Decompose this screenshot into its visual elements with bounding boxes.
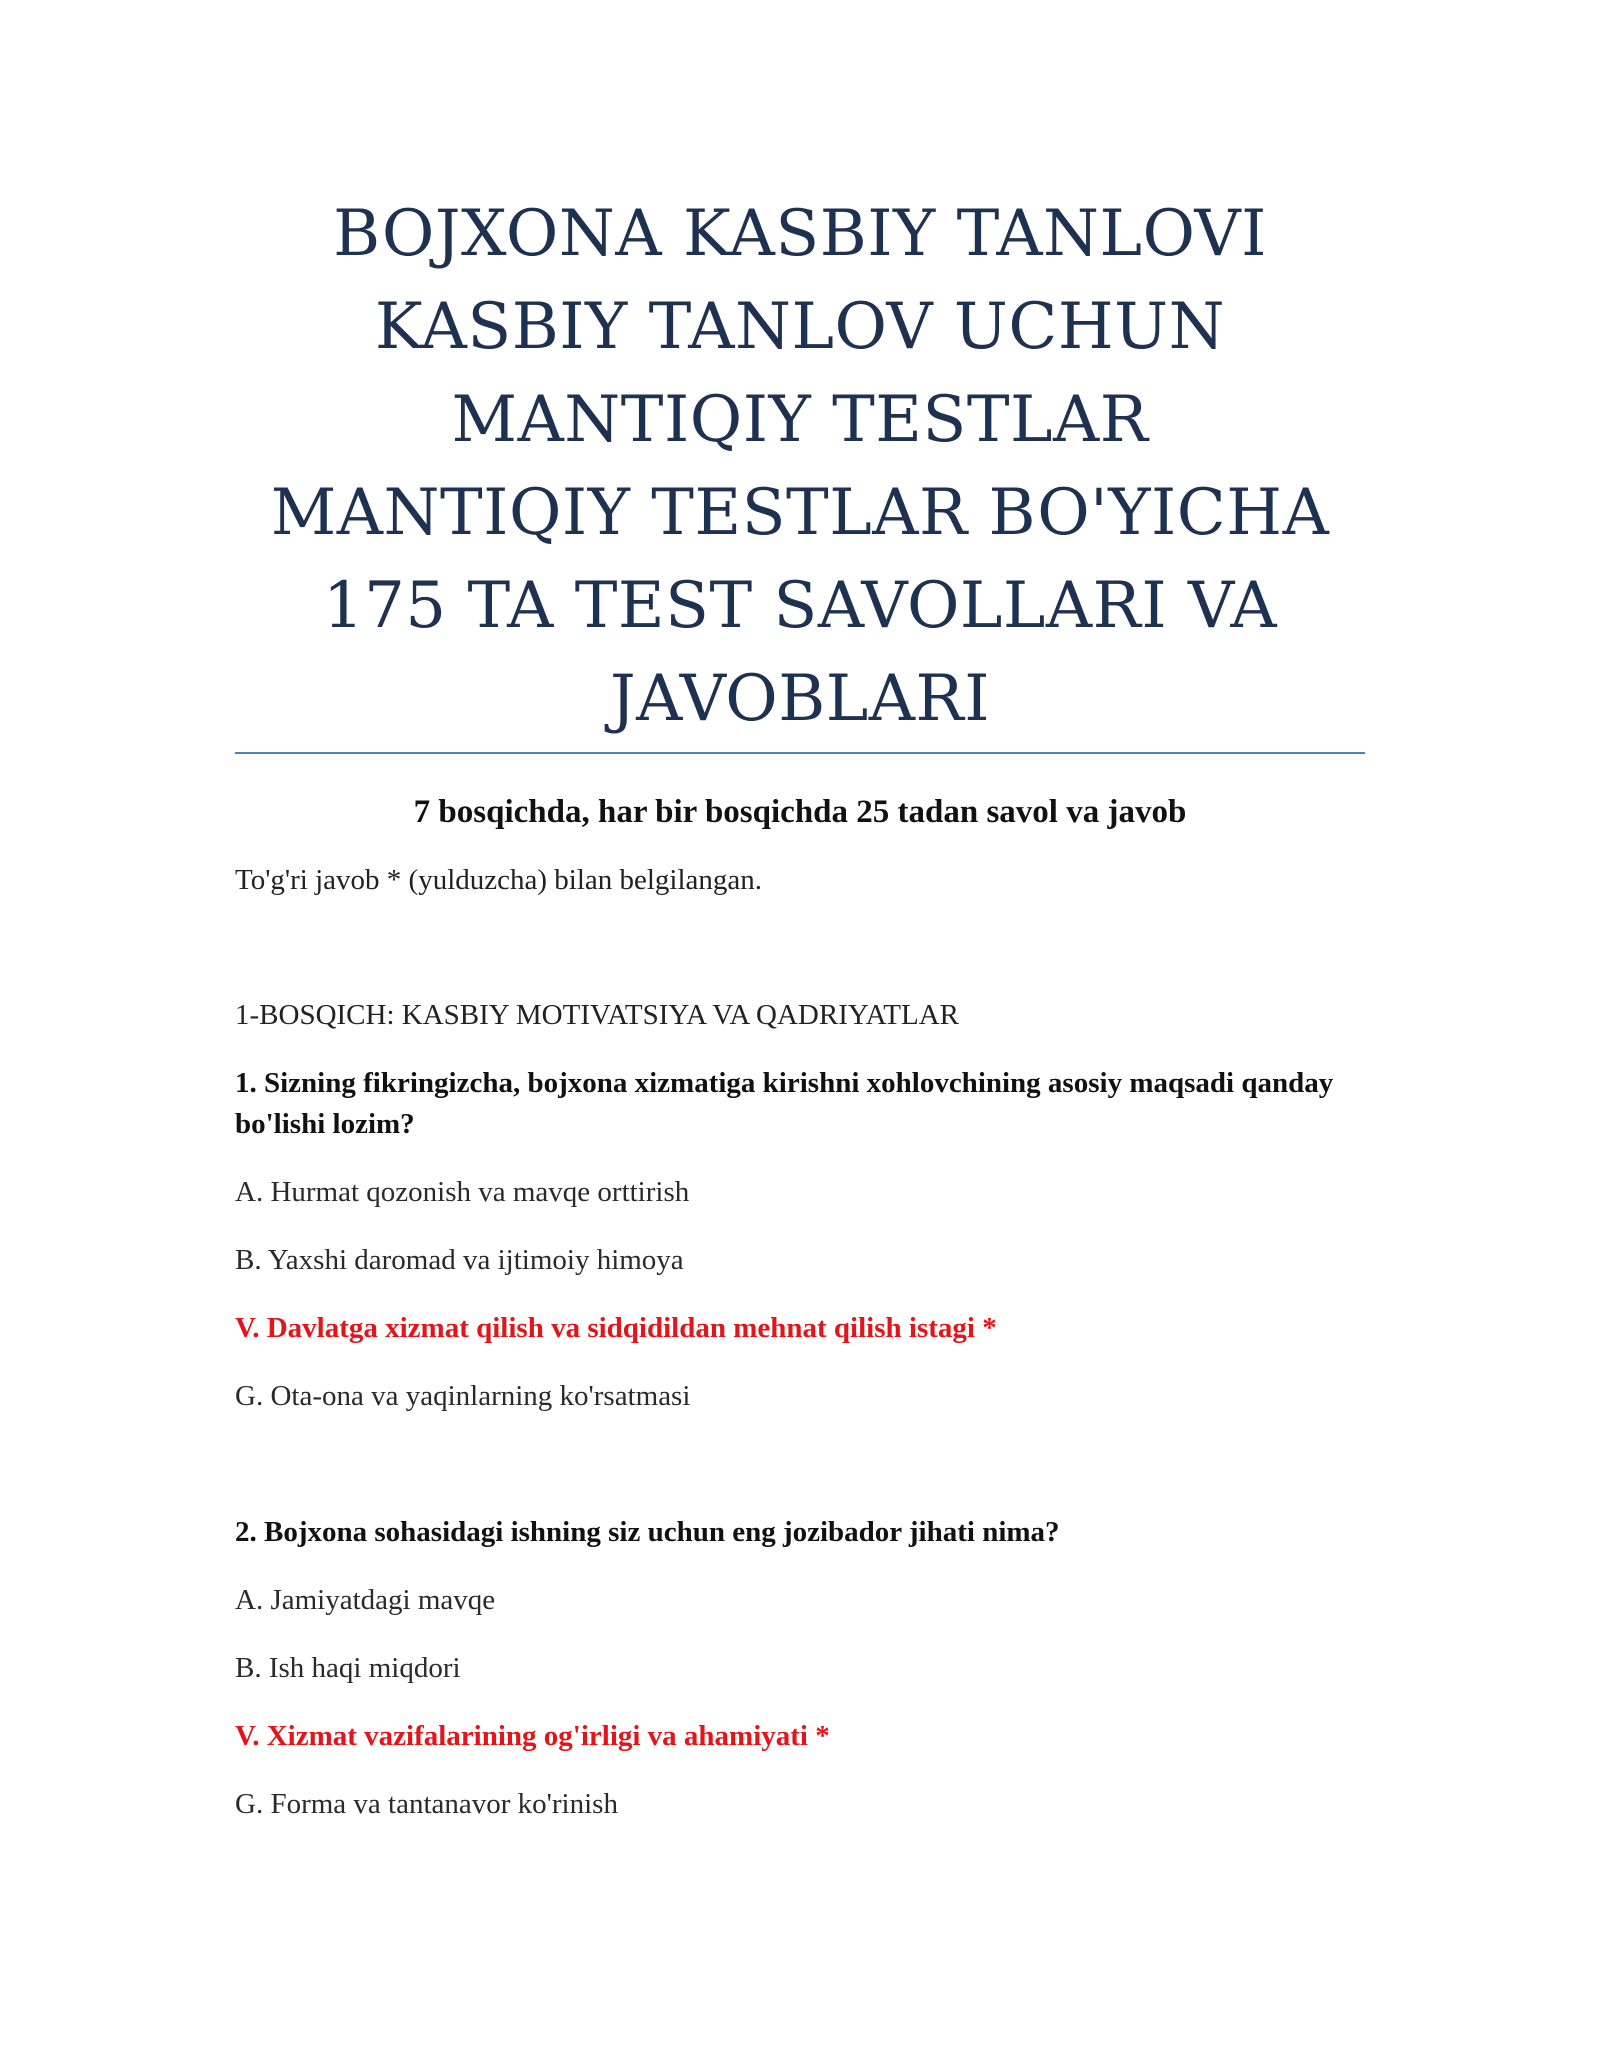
title-divider xyxy=(235,752,1365,754)
answer-option: G. Forma va tantanavor ko'rinish xyxy=(235,1788,618,1820)
title-line: 175 TA TEST SAVOLLARI VA xyxy=(322,569,1278,643)
title-line: MANTIQIY TESTLAR xyxy=(451,383,1149,457)
question-text: 2. Bojxona sohasidagi ishning siz uchun eng jozibador jihati nima? xyxy=(235,1516,1060,1548)
document-page xyxy=(235,188,1365,1825)
document-title xyxy=(235,188,1365,746)
title-line: MANTIQIY TESTLAR BO'YICHA xyxy=(270,476,1330,550)
title-line: KASBIY TANLOV UCHUN xyxy=(374,290,1226,364)
question-block xyxy=(235,1512,1365,1825)
document-subtitle: 7 bosqichda, har bir bosqichda 25 tadan savol va javob xyxy=(413,794,1187,830)
answer-option: A. Hurmat qozonish va mavqe orttirish xyxy=(235,1176,690,1208)
answer-option: B. Yaxshi daromad va ijtimoiy himoya xyxy=(235,1244,684,1276)
answer-option: G. Ota-ona va yaqinlarning ko'rsatmasi xyxy=(235,1380,691,1412)
question-block xyxy=(235,1063,1365,1417)
title-line: JAVOBLARI xyxy=(610,662,990,736)
question-text: 1. Sizning fikringizcha, bojxona xizmatiga kirishni xohlovchining asosiy maqsadi qanday bo'lishi lozim? xyxy=(235,1067,1334,1140)
answer-option-correct: V. Davlatga xizmat qilish va sidqidildan mehnat qilish istagi * xyxy=(235,1312,997,1344)
answer-key-note: To'g'ri javob * (yulduzcha) bilan belgilangan. xyxy=(235,864,763,896)
stage-heading: 1-BOSQICH: KASBIY MOTIVATSIYA VA QADRIYATLAR xyxy=(235,999,960,1031)
answer-option: B. Ish haqi miqdori xyxy=(235,1652,461,1684)
answer-option: A. Jamiyatdagi mavqe xyxy=(235,1584,496,1616)
title-line: BOJXONA KASBIY TANLOVI xyxy=(333,197,1267,271)
answer-option-correct: V. Xizmat vazifalarining og'irligi va ahamiyati * xyxy=(235,1720,830,1752)
